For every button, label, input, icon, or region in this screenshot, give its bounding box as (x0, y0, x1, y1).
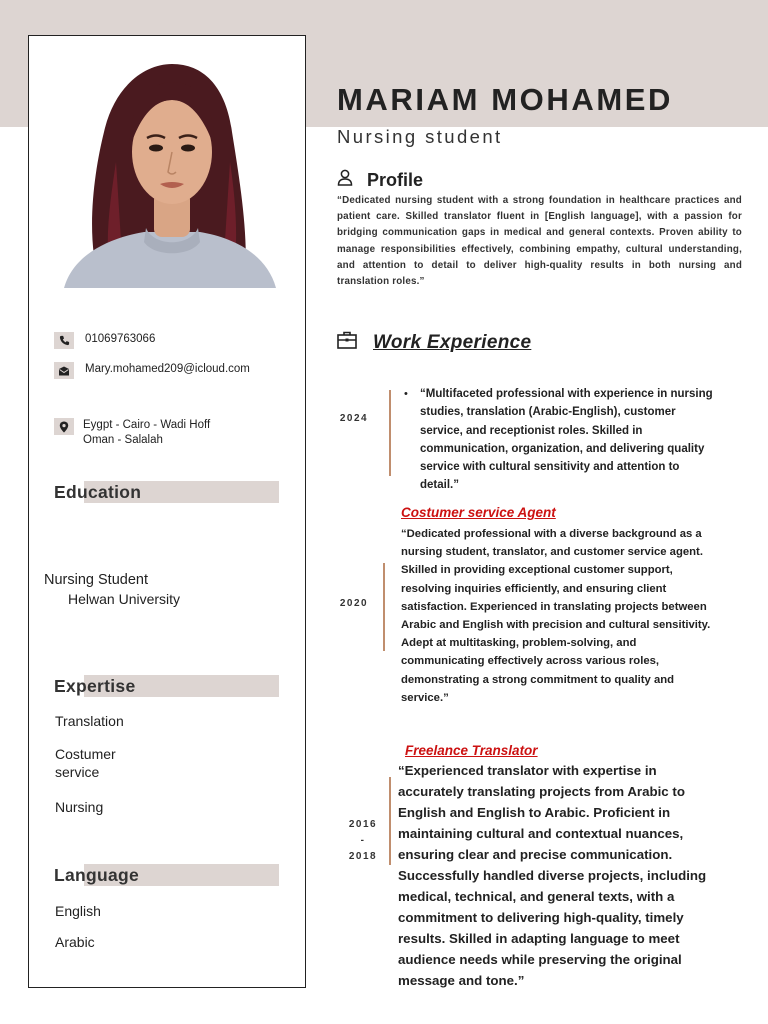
profile-summary: “Dedicated nursing student with a strong foundation in healthcare practices and patient care. Skilled translator fluent in [English language], with a passion for bridging communication gaps in medical and general contexts. Proven ability to manage responsibilities effectively, combining empathy, cultural understanding, and attention to detail to deliver high-quality results in both nursing and translation roles.” (337, 195, 742, 288)
email-address[interactable]: Mary.mohamed209@icloud.com (85, 363, 250, 375)
email-row (54, 362, 250, 379)
candidate-title: Nursing student (337, 126, 503, 147)
profile-photo (54, 52, 280, 288)
briefcase-icon (337, 331, 357, 354)
language-heading-text: Language (54, 865, 140, 885)
entry-description: “Experienced translator with expertise in accurately translating projects from Arabic to English and English to Arabic. Proficient in maintaining cultural and contextual nuances, ensuring clear and precise communication. Successfully handled diverse projects, including medical, technical, and general texts, with a commitment to delivering high-quality, timely results. Skilled in adapting language to meet audience needs while preserving the original message and tone.” (398, 763, 707, 988)
language-item: English (55, 903, 101, 919)
education-degree: Nursing Student (44, 572, 148, 588)
language-item: Arabic (55, 934, 95, 950)
timeline-line (389, 777, 391, 865)
profile-heading-text: Profile (367, 169, 424, 190)
envelope-icon (54, 362, 74, 379)
expertise-heading (54, 675, 279, 697)
language-heading (54, 864, 279, 886)
entry-title: Costumer service Agent (401, 505, 556, 520)
timeline-line (383, 563, 385, 651)
entry-title: Freelance Translator (405, 743, 538, 758)
address-text: Eygpt - Cairo - Wadi Hoff Oman - Salalah (83, 419, 211, 446)
profile-heading (337, 169, 423, 191)
entry-year: 2020 (339, 598, 369, 609)
phone-number[interactable]: 01069763066 (85, 333, 156, 345)
phone-row (54, 332, 155, 349)
entry-description: “Multifaceted professional with experience in nursing studies, translation (Arabic-English), customer service, and receptionist roles. Skilled in communication, organization, and delivering quality service with cultural sensitivity and attention to detail.” (420, 388, 713, 492)
education-heading-text: Education (54, 482, 142, 502)
address-row (54, 418, 210, 448)
entry-year: 2024 (339, 413, 369, 424)
location-pin-icon (54, 418, 74, 435)
entry-year-start: 2016 (348, 819, 378, 830)
expertise-item: Nursing (55, 799, 104, 815)
education-heading (54, 481, 279, 503)
work-experience-heading-text: Work Experience (373, 331, 532, 353)
bullet-icon: • (404, 388, 408, 400)
entry-year-end: 2018 (348, 851, 378, 862)
expertise-item: Translation (55, 713, 124, 729)
person-icon (337, 169, 353, 191)
expertise-heading-text: Expertise (54, 676, 136, 696)
candidate-name: MARIAM MOHAMED (337, 82, 674, 117)
education-school: Helwan University (68, 591, 181, 607)
work-experience-heading (337, 331, 531, 354)
timeline-line (389, 390, 391, 476)
phone-icon (54, 332, 74, 349)
entry-year-separator: - (360, 835, 366, 846)
expertise-item: Costumer service (55, 746, 116, 780)
entry-description: “Dedicated professional with a diverse background as a nursing student, translator, and customer service agent. Skilled in providing exceptional customer support, resolving inquiries efficiently, and ensuring client satisfaction. Experienced in translating projects between Arabic and English with precision and cultural sensitivity. Adept at multitasking, problem-solving, and communicating effectively across various roles, demonstrating a strong commitment to quality and service.” (401, 528, 711, 704)
